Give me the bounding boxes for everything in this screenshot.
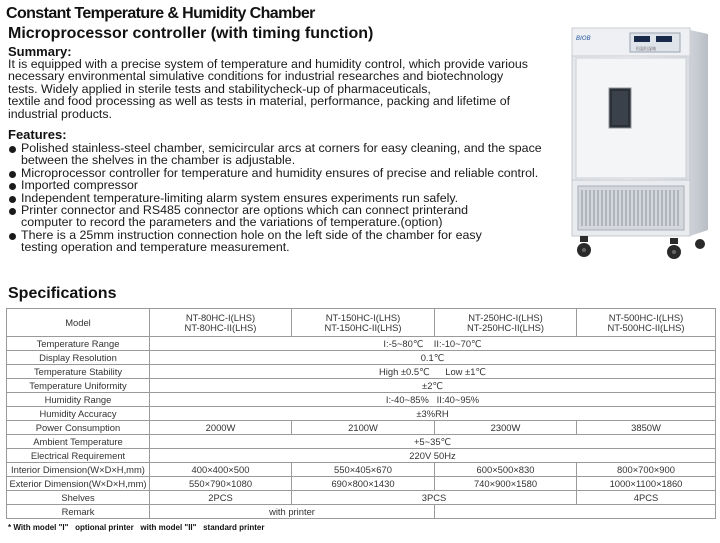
table-cell: 600×500×830: [435, 463, 577, 477]
table-cell: I:-40~85% II:40~95%: [150, 393, 716, 407]
model-name: NT-80HC-I(LHS): [185, 311, 256, 323]
feature-text: testing operation and temperature measurement.: [21, 240, 290, 255]
table-cell: 550×405×670: [292, 463, 435, 477]
feature-text: Microprocessor controller for temperature and humidity ensures of precise and reliable control.: [21, 165, 539, 180]
table-cell: 740×900×1580: [435, 477, 577, 491]
table-row: [7, 477, 716, 491]
feature-text: Polished stainless-steel chamber, semicircular arcs at corners for easy cleaning, and the space: [21, 141, 542, 155]
table-cell: [435, 505, 716, 519]
features-list: [8, 142, 568, 254]
chamber-product-image: [566, 18, 716, 268]
feature-item: [8, 142, 568, 167]
table-row: [7, 435, 716, 449]
feature-text: between the shelves in the chamber is adjustable.: [21, 153, 296, 168]
panel-label: 恒温恒湿箱: [636, 46, 656, 51]
table-row: [7, 379, 716, 393]
table-cell: ±3%RH: [150, 407, 716, 421]
model-name: NT-80HC-II(LHS): [184, 321, 257, 333]
summary-line: industrial products.: [8, 106, 112, 121]
table-row: [7, 393, 716, 407]
chamber-illustration: [566, 18, 716, 268]
table-cell: ±2℃: [150, 379, 716, 393]
model-name: NT-150HC-II(LHS): [324, 321, 402, 333]
model-name: NT-150HC-I(LHS): [325, 311, 401, 323]
table-cell: 3PCS: [292, 491, 577, 505]
model-cell: [292, 309, 435, 337]
table-cell: 0.1℃: [150, 351, 716, 365]
table-cell: High ±0.5℃ Low ±1℃: [150, 365, 716, 379]
table-cell: 4PCS: [577, 491, 716, 505]
table-cell: 3850W: [577, 421, 716, 435]
table-cell: with printer: [150, 505, 435, 519]
table-row: [7, 463, 716, 477]
table-cell: 2PCS: [150, 491, 292, 505]
row-label: Ambient Temperature: [7, 435, 150, 449]
feature-text: Imported compressor: [21, 178, 139, 193]
table-row: [7, 491, 716, 505]
table-cell: +5~35℃: [150, 435, 716, 449]
footnote: * With model "I" optional printer with model "II" standard printer: [8, 523, 265, 532]
table-cell: 550×790×1080: [150, 477, 292, 491]
row-label: Model: [7, 309, 150, 337]
features-heading: Features:: [8, 127, 67, 142]
row-label: Electrical Requirement: [7, 449, 150, 463]
summary-line: tests. Widely applied in sterile tests and stabilitycheck-up of pharmaceuticals,: [8, 81, 431, 96]
brand-mark: BIOB: [576, 35, 591, 42]
feature-text: computer to record the parameters and the variations of temperature.(option): [21, 215, 443, 230]
table-cell: I:-5~80℃ II:-10~70℃: [150, 337, 716, 351]
table-row: [7, 421, 716, 435]
page-title: Constant Temperature & Humidity Chamber: [6, 5, 315, 22]
table-cell: 220V 50Hz: [150, 449, 716, 463]
summary-line: It is equipped with a precise system of temperature and humidity control, which provide various: [8, 57, 528, 71]
summary-heading: Summary:: [8, 44, 72, 59]
row-label: Humidity Range: [7, 393, 150, 407]
model-name: NT-500HC-I(LHS): [608, 311, 684, 323]
model-cell: [577, 309, 716, 337]
table-cell: 800×700×900: [577, 463, 716, 477]
row-label: Display Resolution: [7, 351, 150, 365]
page-subtitle: Microprocessor controller (with timing function): [8, 25, 374, 42]
table-cell: 2100W: [292, 421, 435, 435]
feature-text: Independent temperature-limiting alarm system ensures experiments run safely.: [21, 190, 459, 205]
table-row: [7, 407, 716, 421]
row-label: Temperature Stability: [7, 365, 150, 379]
row-label: Shelves: [7, 491, 150, 505]
table-row: [7, 449, 716, 463]
row-label: Temperature Uniformity: [7, 379, 150, 393]
model-cell: [435, 309, 577, 337]
specifications-table: [6, 308, 716, 519]
table-row: [7, 351, 716, 365]
table-cell: 400×400×500: [150, 463, 292, 477]
row-label: Temperature Range: [7, 337, 150, 351]
feature-text: Printer connector and RS485 connector are options which can connect printerand: [21, 203, 469, 218]
table-row: [7, 337, 716, 351]
table-cell: 690×800×1430: [292, 477, 435, 491]
feature-text: There is a 25mm instruction connection hole on the left side of the chamber for easy: [21, 227, 482, 242]
model-name: NT-500HC-II(LHS): [607, 321, 685, 333]
row-label: Power Consumption: [7, 421, 150, 435]
summary-text: [8, 58, 560, 120]
model-name: NT-250HC-II(LHS): [466, 321, 545, 333]
table-cell: 1000×1100×1860: [577, 477, 716, 491]
model-name: NT-250HC-I(LHS): [468, 311, 543, 323]
summary-line: necessary environmental simulative conditions for industrial researches and biotechnology: [8, 69, 504, 84]
feature-item: [8, 229, 568, 254]
model-cell: [150, 309, 292, 337]
row-label: Exterior Dimension(W×D×H,mm): [7, 477, 150, 491]
row-label: Remark: [7, 505, 150, 519]
table-cell: 2300W: [435, 421, 577, 435]
summary-line: textile and food processing as well as tests in material, performance, packing and lifetime of: [8, 94, 511, 109]
table-row: [7, 505, 716, 519]
table-row: [7, 309, 716, 337]
table-row: [7, 365, 716, 379]
row-label: Interior Dimension(W×D×H,mm): [7, 463, 150, 477]
table-cell: 2000W: [150, 421, 292, 435]
specifications-title: Specifications: [8, 285, 117, 302]
feature-item: [8, 204, 568, 229]
row-label: Humidity Accuracy: [7, 407, 150, 421]
